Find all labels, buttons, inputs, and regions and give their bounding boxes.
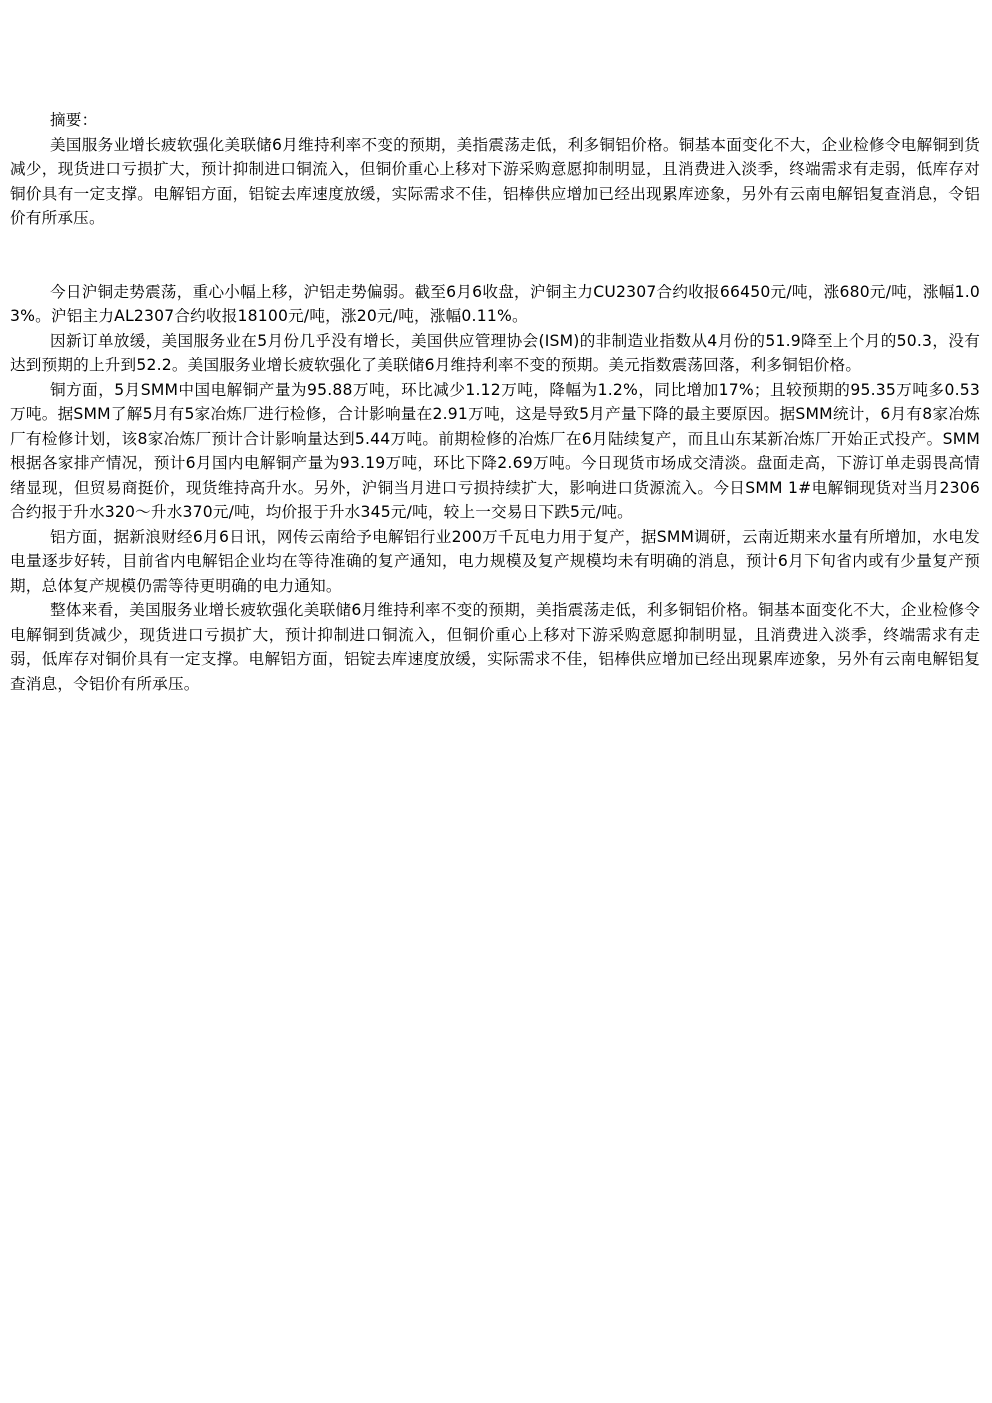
- document-page: [10, 108, 980, 696]
- abstract-label: 摘要：: [50, 111, 98, 129]
- abstract-paragraph: 美国服务业增长疲软强化美联储6月维持利率不变的预期，美指震荡走低，利多铜铝价格。铜基本面变化不大，企业检修令电解铜到货减少，现货进口亏损扩大，预计抑制进口铜流入，但铜价重心上移对下游采购意愿抑制明显，且消费进入淡季，终端需求有走弱，低库存对铜价具有一定支撑。电解铝方面，铝锭去库速度放缓，实际需求不佳，铝棒供应增加已经出现累库迹象，另外有云南电解铝复查消息，令铝价有所承压。: [10, 135, 980, 227]
- market-summary-paragraph: 今日沪铜走势震荡，重心小幅上移，沪铝走势偏弱。截至6月6收盘，沪铜主力CU2307合约收报66450元/吨，涨680元/吨，涨幅1.03%。沪铝主力AL2307合约收报18100元/吨，涨20元/吨，涨幅0.11%。: [10, 282, 980, 325]
- section-gap: [10, 231, 980, 280]
- conclusion-paragraph: 整体来看，美国服务业增长疲软强化美联储6月维持利率不变的预期，美指震荡走低，利多铜铝价格。铜基本面变化不大，企业检修令电解铜到货减少，现货进口亏损扩大，预计抑制进口铜流入，但铜价重心上移对下游采购意愿抑制明显，且消费进入淡季，终端需求有走弱，低库存对铜价具有一定支撑。电解铝方面，铝锭去库速度放缓，实际需求不佳，铝棒供应增加已经出现累库迹象，另外有云南电解铝复查消息，令铝价有所承压。: [10, 601, 980, 693]
- macro-paragraph: 因新订单放缓，美国服务业在5月份几乎没有增长，美国供应管理协会(ISM)的非制造业指数从4月份的51.9降至上个月的50.3，没有达到预期的上升到52.2。美国服务业增长疲软强化了美联储6月维持利率不变的预期。美元指数震荡回落，利多铜铝价格。: [10, 331, 980, 374]
- aluminum-paragraph: 铝方面，据新浪财经6月6日讯，网传云南给予电解铝行业200万千瓦电力用于复产，据SMM调研，云南近期来水量有所增加，水电发电量逐步好转，目前省内电解铝企业均在等待准确的复产通知，电力规模及复产规模均未有明确的消息，预计6月下旬省内或有少量复产预期，总体复产规模仍需等待更明确的电力通知。: [10, 527, 980, 595]
- copper-paragraph: 铜方面，5月SMM中国电解铜产量为95.88万吨，环比减少1.12万吨，降幅为1.2%，同比增加17%；且较预期的95.35万吨多0.53万吨。据SMM了解5月有5家冶炼厂进行检修，合计影响量在2.91万吨，这是导致5月产量下降的最主要原因。据SMM统计，6月有8家冶炼厂有检修计划，该8家冶炼厂预计合计影响量达到5.44万吨。前期检修的冶炼厂在6月陆续复产，而且山东某新冶炼厂开始正式投产。SMM根据各家排产情况，预计6月国内电解铜产量为93.19万吨，环比下降2.69万吨。今日现货市场成交清淡。盘面走高，下游订单走弱畏高情绪显现，但贸易商挺价，现货维持高升水。另外，沪铜当月进口亏损持续扩大，影响进口货源流入。今日SMM 1#电解铜现货对当月2306合约报于升水320～升水370元/吨，均价报于升水345元/吨，较上一交易日下跌5元/吨。: [10, 380, 980, 521]
